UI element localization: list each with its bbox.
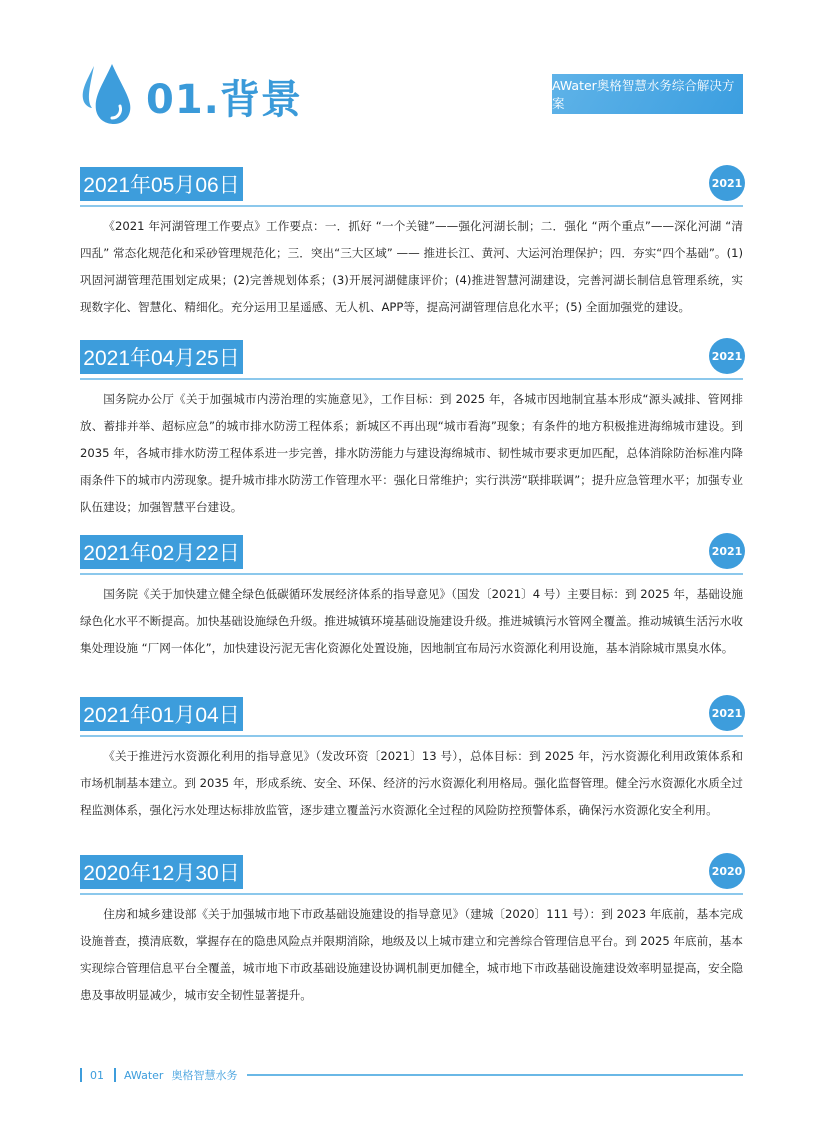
section-divider <box>80 893 743 895</box>
section-text: 《关于推进污水资源化利用的指导意见》（发改环资〔2021〕13 号），总体目标：到 2025 年，污水资源化利用政策体系和市场机制基本建立。到 2035 年，形成系统、安全、环保、经济的污水资源化利用格局。强化监督管理。健全污水资源化水质全过程监测体系，强化污水处理达标排放监管，逐步建立覆盖污水资源化全过程的风险防控预警体系，确保污水资源化安全利用。 <box>80 749 743 817</box>
year-badge: 2021 <box>709 695 745 731</box>
footer-brand: AWater <box>124 1068 164 1082</box>
year-badge: 2021 <box>709 338 745 374</box>
date-label: 2020年12月30日 <box>80 855 243 889</box>
brand-banner: AWater奥格智慧水务综合解决方案 <box>552 74 743 114</box>
section-text: 住房和城乡建设部《关于加强城市地下市政基础设施建设的指导意见》（建城〔2020〕111 号）：到 2023 年底前，基本完成设施普查，摸清底数，掌握存在的隐患风险点并限期消除，地级及以上城市建立和完善综合管理信息平台。到 2025 年底前，基本实现综合管理信息平台全覆盖，城市地下市政基础设施建设协调机制更加健全，城市地下市政基础设施建设效率明显提高，安全隐患及事故明显减少，城市安全韧性显著提升。 <box>80 907 743 1002</box>
year-badge: 2021 <box>709 165 745 201</box>
page-title: 01.背景 <box>146 77 302 123</box>
date-label: 2021年01月04日 <box>80 697 243 731</box>
section-divider <box>80 735 743 737</box>
section-divider <box>80 378 743 380</box>
date-label: 2021年04月25日 <box>80 340 243 374</box>
footer-line <box>247 1074 743 1076</box>
date-label: 2021年02月22日 <box>80 535 243 569</box>
date-label: 2021年05月06日 <box>80 167 243 201</box>
section-divider <box>80 573 743 575</box>
section-divider <box>80 205 743 207</box>
section-text: 国务院《关于加快建立健全绿色低碳循环发展经济体系的指导意见》（国发〔2021〕4 号）主要目标：到 2025 年，基础设施绿色化水平不断提高。加快基础设施绿色升级。推进城镇环境基础设施建设升级。推进城镇污水管网全覆盖。推动城镇生活污水收集处理设施 “厂网一体化”，加快建设污泥无害化资源化处置设施，因地制宜布局污水资源化利用设施，基本消除城市黑臭水体。 <box>80 587 743 655</box>
page-number: 01 <box>90 1068 104 1082</box>
footer-brand-cn: 奥格智慧水务 <box>171 1069 238 1082</box>
footer-divider <box>114 1068 116 1082</box>
year-badge: 2020 <box>709 853 745 889</box>
footer-divider <box>80 1068 82 1082</box>
year-badge: 2021 <box>709 533 745 569</box>
section-text: 《2021 年河湖管理工作要点》工作要点：一．抓好 “一个关键”——强化河湖长制；二．强化 “两个重点”——深化河湖 “清四乱” 常态化规范化和采砂管理规范化；三．突出“三大区域” —— 推进长江、黄河、大运河治理保护；四．夯实“四个基础”。(1)巩固河湖管理范围划定成果；(2)完善规划体系；(3)开展河湖健康评价；(4)推进智慧河湖建设，完善河湖长制信息管理系统，实现数字化、智慧化、精细化。充分运用卫星遥感、无人机、APP等，提高河湖管理信息化水平；(5) 全面加强党的建设。 <box>80 219 743 314</box>
section-text: 国务院办公厅《关于加强城市内涝治理的实施意见》，工作目标：到 2025 年，各城市因地制宜基本形成“源头减排、管网排放、蓄排并举、超标应急”的城市排水防涝工程体系；新城区不再出现“城市看海”现象；有条件的地方积极推进海绵城市建设。到 2035 年，各城市排水防涝工程体系进一步完善，排水防涝能力与建设海绵城市、韧性城市要求更加匹配，总体消除防治标准内降雨条件下的城市内涝现象。提升城市排水防涝工作管理水平：强化日常维护；实行洪涝“联排联调”；提升应急管理水平；加强专业队伍建设；加强智慧平台建设。 <box>80 392 743 514</box>
page-footer <box>80 1067 743 1083</box>
water-drop-logo-icon <box>80 62 140 126</box>
